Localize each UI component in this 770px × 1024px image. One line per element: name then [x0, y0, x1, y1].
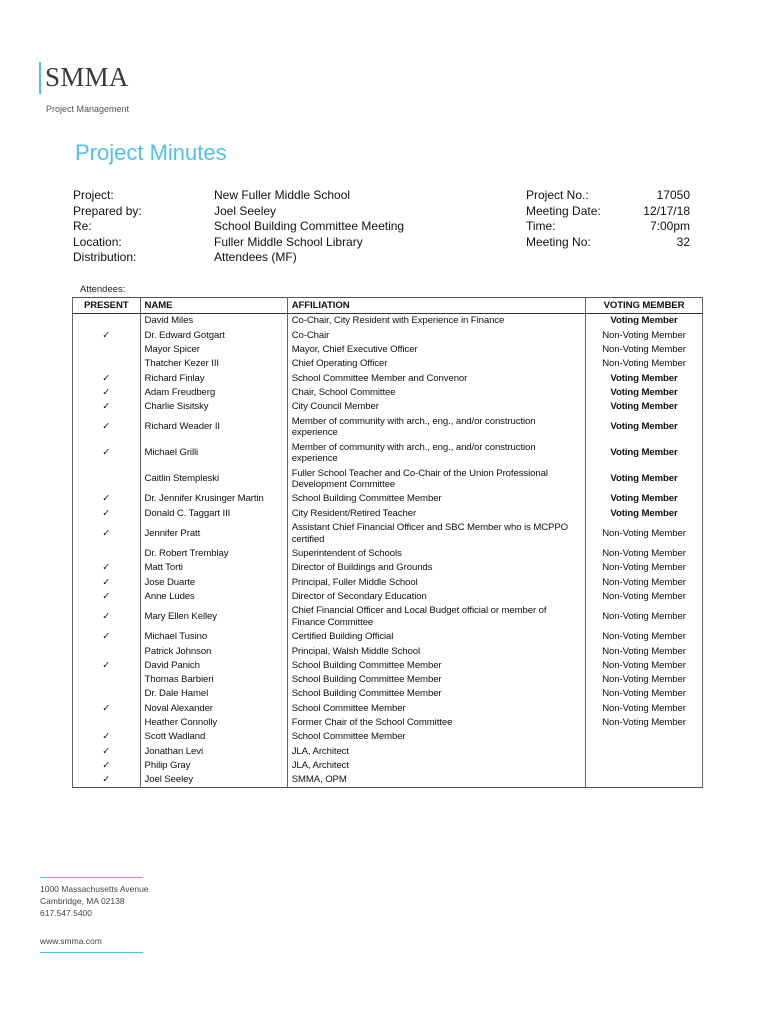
voting-status: Voting Member: [586, 385, 703, 399]
attendee-affiliation: Director of Buildings and Grounds: [287, 561, 585, 575]
attendee-name: Matt Torti: [140, 561, 287, 575]
table-row: [73, 343, 703, 357]
check-icon: ✓: [73, 773, 141, 788]
attendee-affiliation: Former Chair of the School Committee: [287, 716, 585, 730]
voting-status: Non-Voting Member: [586, 630, 703, 644]
check-icon: ✓: [73, 561, 141, 575]
table-row: [73, 630, 703, 644]
attendee-affiliation: JLA, Architect: [287, 759, 585, 773]
attendee-affiliation: City Resident/Retired Teacher: [287, 506, 585, 520]
voting-status: Non-Voting Member: [586, 328, 703, 342]
attendee-affiliation: Co-Chair, City Resident with Experience in Finance: [287, 314, 585, 329]
present-cell: [73, 687, 141, 701]
present-cell: [73, 547, 141, 561]
check-icon: ✓: [73, 604, 141, 630]
attendees-table: [72, 297, 703, 788]
footer-address: [40, 883, 149, 919]
voting-status: Non-Voting Member: [586, 604, 703, 630]
meta-value: Joel Seeley: [214, 203, 277, 218]
meta-label: Prepared by:: [73, 203, 142, 218]
table-row: [73, 561, 703, 575]
attendee-affiliation: Chair, School Committee: [287, 385, 585, 399]
check-icon: ✓: [73, 701, 141, 715]
attendee-affiliation: School Building Committee Member: [287, 687, 585, 701]
table-row: [73, 644, 703, 658]
voting-status: Non-Voting Member: [586, 343, 703, 357]
check-icon: ✓: [73, 385, 141, 399]
check-icon: ✓: [73, 440, 141, 466]
check-icon: ✓: [73, 590, 141, 604]
meta-right-value: 17050: [656, 188, 690, 202]
table-row: [73, 716, 703, 730]
attendee-affiliation: Assistant Chief Financial Officer and SBC Member who is MCPPO certified: [287, 521, 585, 547]
check-icon: ✓: [73, 414, 141, 440]
meta-value: Fuller Middle School Library: [214, 234, 363, 249]
footer-address-line: 617.547.5400: [40, 908, 92, 918]
check-icon: ✓: [73, 744, 141, 758]
attendee-name: Scott Wadland: [140, 730, 287, 744]
check-icon: ✓: [73, 759, 141, 773]
meta-value: New Fuller Middle School: [214, 188, 351, 202]
voting-status: Non-Voting Member: [586, 644, 703, 658]
attendee-name: Dr. Edward Gotgart: [140, 328, 287, 342]
voting-status: [586, 759, 703, 773]
voting-status: Non-Voting Member: [586, 716, 703, 730]
meta-label: Project:: [73, 188, 114, 202]
attendee-affiliation: Director of Secondary Education: [287, 590, 585, 604]
check-icon: ✓: [73, 371, 141, 385]
attendee-name: Thatcher Kezer III: [140, 357, 287, 371]
voting-status: Non-Voting Member: [586, 575, 703, 589]
attendee-affiliation: Member of community with arch., eng., and/or construction experience: [287, 414, 585, 440]
attendee-affiliation: Co-Chair: [287, 328, 585, 342]
page-title: Project Minutes: [75, 140, 227, 165]
attendee-affiliation: JLA, Architect: [287, 744, 585, 758]
attendee-affiliation: Principal, Fuller Middle School: [287, 575, 585, 589]
attendee-name: Thomas Barbieri: [140, 673, 287, 687]
table-row: [73, 385, 703, 399]
table-row: [73, 590, 703, 604]
table-row: [73, 604, 703, 630]
meta-right-label: Time:: [526, 219, 556, 233]
attendee-name: Mary Ellen Kelley: [140, 604, 287, 630]
voting-status: Non-Voting Member: [586, 658, 703, 672]
meta-right-label: Project No.:: [526, 188, 589, 202]
table-row: [73, 506, 703, 520]
attendee-affiliation: School Building Committee Member: [287, 673, 585, 687]
attendee-name: Dr. Robert Tremblay: [140, 547, 287, 561]
attendee-name: Adam Freudberg: [140, 385, 287, 399]
meta-right-value: 12/17/18: [643, 203, 690, 218]
meta-right-value: 7:00pm: [649, 219, 690, 233]
attendee-name: Noval Alexander: [140, 701, 287, 715]
meta-value: School Building Committee Meeting: [214, 219, 405, 233]
footer-divider-bottom: [40, 952, 143, 953]
attendee-name: Richard Weader II: [140, 414, 287, 440]
attendee-name: Philip Gray: [140, 759, 287, 773]
attendee-name: David Panich: [140, 658, 287, 672]
attendee-name: Patrick Johnson: [140, 644, 287, 658]
table-row: [73, 773, 703, 788]
attendee-name: Jose Duarte: [140, 575, 287, 589]
attendee-affiliation: Principal, Walsh Middle School: [287, 644, 585, 658]
table-row: [73, 687, 703, 701]
present-cell: [73, 716, 141, 730]
attendee-name: Jonathan Levi: [140, 744, 287, 758]
table-header-row: [73, 298, 703, 314]
attendee-affiliation: Certified Building Official: [287, 630, 585, 644]
attendee-affiliation: Member of community with arch., eng., and/or construction experience: [287, 440, 585, 466]
attendee-affiliation: School Committee Member: [287, 730, 585, 744]
attendee-affiliation: School Committee Member and Convenor: [287, 371, 585, 385]
voting-status: Voting Member: [586, 492, 703, 506]
table-row: [73, 547, 703, 561]
footer-divider-top: [40, 877, 143, 878]
voting-status: Non-Voting Member: [586, 561, 703, 575]
present-cell: [73, 673, 141, 687]
table-row: [73, 673, 703, 687]
logo-subtitle: Project Management: [46, 104, 130, 114]
voting-status: Non-Voting Member: [586, 357, 703, 371]
meta-label: Location:: [73, 234, 122, 249]
attendee-name: Michael Grilli: [140, 440, 287, 466]
meta-right-label: Meeting No:: [526, 234, 591, 249]
table-row: [73, 759, 703, 773]
header-affiliation: AFFILIATION: [287, 298, 585, 314]
meta-right-label: Meeting Date:: [526, 203, 601, 218]
voting-status: [586, 730, 703, 744]
header-name: NAME: [140, 298, 287, 314]
attendee-affiliation: School Committee Member: [287, 701, 585, 715]
attendee-affiliation: School Building Committee Member: [287, 658, 585, 672]
present-cell: [73, 343, 141, 357]
present-cell: [73, 357, 141, 371]
table-row: [73, 400, 703, 414]
table-row: [73, 371, 703, 385]
check-icon: ✓: [73, 328, 141, 342]
attendee-affiliation: SMMA, OPM: [287, 773, 585, 788]
voting-status: Non-Voting Member: [586, 701, 703, 715]
footer-address-line: Cambridge, MA 02138: [40, 896, 125, 906]
voting-status: Non-Voting Member: [586, 547, 703, 561]
table-row: [73, 492, 703, 506]
voting-status: Voting Member: [586, 371, 703, 385]
meta-value: Attendees (MF): [214, 250, 297, 264]
table-row: [73, 701, 703, 715]
company-logo: SMMA: [45, 62, 129, 92]
logo-accent-bar: [39, 62, 41, 94]
present-cell: [73, 644, 141, 658]
attendee-name: Charlie Sisitsky: [140, 400, 287, 414]
voting-status: Non-Voting Member: [586, 590, 703, 604]
attendee-name: Michael Tusino: [140, 630, 287, 644]
meta-label: Distribution:: [73, 250, 137, 264]
attendee-name: Dr. Dale Hamel: [140, 687, 287, 701]
table-row: [73, 440, 703, 466]
meta-values: [214, 188, 404, 266]
attendee-affiliation: City Council Member: [287, 400, 585, 414]
voting-status: Non-Voting Member: [586, 687, 703, 701]
table-row: [73, 744, 703, 758]
footer-website: www.smma.com: [40, 936, 102, 946]
check-icon: ✓: [73, 658, 141, 672]
voting-status: Voting Member: [586, 506, 703, 520]
attendee-affiliation: Mayor, Chief Executive Officer: [287, 343, 585, 357]
meta-right-labels: [526, 188, 601, 250]
table-row: [73, 521, 703, 547]
present-cell: [73, 466, 141, 492]
table-row: [73, 414, 703, 440]
attendee-name: Heather Connolly: [140, 716, 287, 730]
check-icon: ✓: [73, 506, 141, 520]
footer-address-line: 1000 Massachusetts Avenue: [40, 884, 149, 894]
attendee-name: Mayor Spicer: [140, 343, 287, 357]
attendee-affiliation: Chief Financial Officer and Local Budget official or member of Finance Committee: [287, 604, 585, 630]
meta-right-values: [600, 188, 690, 250]
table-row: [73, 357, 703, 371]
table-row: [73, 314, 703, 329]
attendee-name: Donald C. Taggart III: [140, 506, 287, 520]
attendee-affiliation: Fuller School Teacher and Co-Chair of the Union Professional Development Committee: [287, 466, 585, 492]
attendees-label: Attendees:: [80, 284, 126, 295]
voting-status: [586, 744, 703, 758]
table-row: [73, 658, 703, 672]
attendee-name: David Miles: [140, 314, 287, 329]
attendee-name: Dr. Jennifer Krusinger Martin: [140, 492, 287, 506]
meta-label: Re:: [73, 219, 92, 233]
attendee-affiliation: Superintendent of Schools: [287, 547, 585, 561]
meta-right-value: 32: [676, 234, 690, 249]
table-row: [73, 730, 703, 744]
check-icon: ✓: [73, 492, 141, 506]
attendee-affiliation: Chief Operating Officer: [287, 357, 585, 371]
attendee-name: Caitlin Stempleski: [140, 466, 287, 492]
header-present: PRESENT: [73, 298, 141, 314]
present-cell: [73, 314, 141, 329]
voting-status: Voting Member: [586, 466, 703, 492]
attendees-body: [73, 314, 703, 788]
check-icon: ✓: [73, 630, 141, 644]
voting-status: Non-Voting Member: [586, 673, 703, 687]
voting-status: Voting Member: [586, 414, 703, 440]
attendee-name: Joel Seeley: [140, 773, 287, 788]
check-icon: ✓: [73, 521, 141, 547]
voting-status: Voting Member: [586, 400, 703, 414]
meta-labels: [73, 188, 142, 266]
attendee-name: Jennifer Pratt: [140, 521, 287, 547]
check-icon: ✓: [73, 575, 141, 589]
attendee-name: Richard Finlay: [140, 371, 287, 385]
attendee-name: Anne Ludes: [140, 590, 287, 604]
table-row: [73, 575, 703, 589]
attendee-affiliation: School Building Committee Member: [287, 492, 585, 506]
table-row: [73, 328, 703, 342]
voting-status: Non-Voting Member: [586, 521, 703, 547]
voting-status: [586, 773, 703, 788]
check-icon: ✓: [73, 730, 141, 744]
header-voting: VOTING MEMBER: [586, 298, 703, 314]
check-icon: ✓: [73, 400, 141, 414]
voting-status: Voting Member: [586, 440, 703, 466]
voting-status: Voting Member: [586, 314, 703, 329]
table-row: [73, 466, 703, 492]
